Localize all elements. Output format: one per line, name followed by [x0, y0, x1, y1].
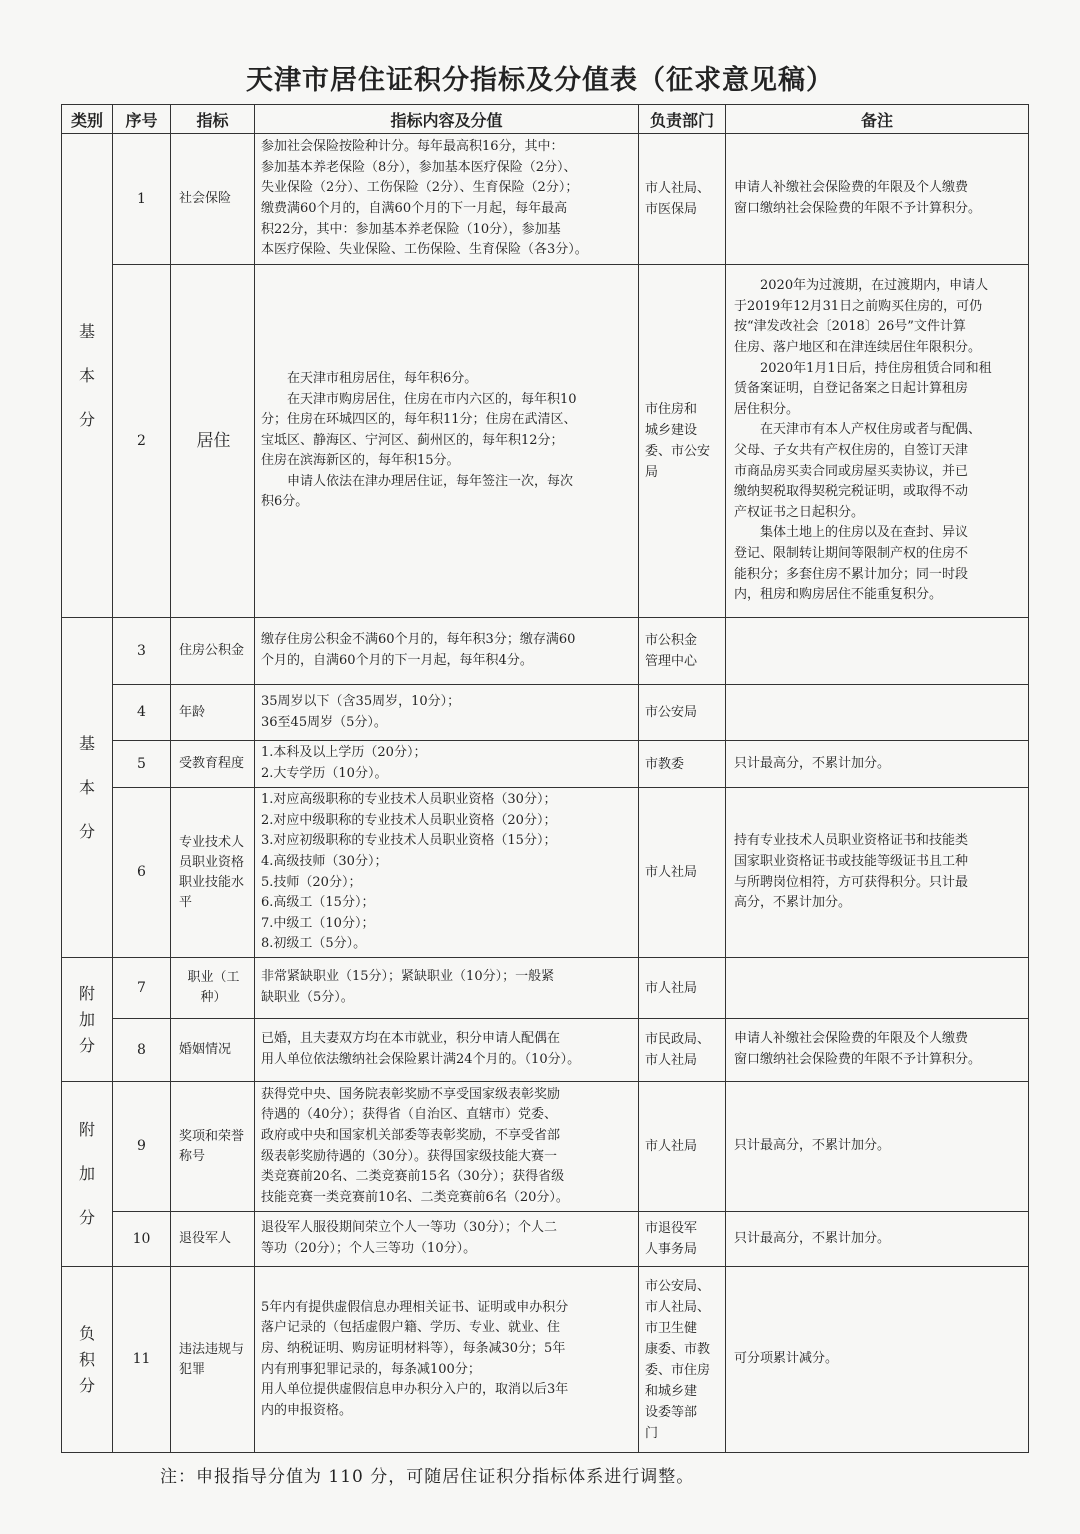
- table-row: [62, 1019, 1029, 1082]
- row-indicator: 受教育程度: [171, 741, 255, 788]
- row-index: 11: [113, 1267, 171, 1453]
- row-remark: 2020年为过渡期，在过渡期内，申请人 于2019年12月31日之前购买住房的，可仍 按“津发改社会〔2018〕26号”文件计算 住房、落户地区和在津连续居住年限积分。 2020年1月1日后，持住房租赁合同和租 赁备案证明，自登记备案之日起计算租房 居住积分。 在天津市有本人产权住房或者与配偶、 父母、子女共有产权住房的，自签订天津 市商品房买卖合同或房屋买卖协议，并已 缴纳契税取得契税完税证明，或取得不动 产权证书之日起积分。 集体土地上的住房以及在查封、异议 登记、限制转让期间等限制产权的住房不 能积分；多套住房不累计加分；同一时段 内，租房和购房居住不能重复积分。: [726, 265, 1029, 618]
- row-department: 市民政局、 市人社局: [639, 1019, 726, 1082]
- table-row: [62, 788, 1029, 958]
- row-indicator: 奖项和荣誉称号: [171, 1082, 255, 1212]
- row-content: 5年内有提供虚假信息办理相关证书、证明或申办积分 落户记录的（包括虚假户籍、学历、专业、就业、住 房、纳税证明、购房证明材料等），每条减30分；5年 内有刑事犯罪记录的，每条减100分； 用人单位提供虚假信息申办积分入户的，取消以后3年 内的申报资格。: [255, 1267, 639, 1453]
- row-content: 参加社会保险按险种计分。每年最高积16分，其中： 参加基本养老保险（8分），参加基本医疗保险（2分）、 失业保险（2分）、工伤保险（2分）、生育保险（2分）； 缴费满60个月的，自满60个月的下一月起，每年最高 积22分，其中：参加基本养老保险（10分），参加基 本医疗保险、失业保险、工伤保险、生育保险（各3分）。: [255, 134, 639, 265]
- row-remark: 申请人补缴社会保险费的年限及个人缴费 窗口缴纳社会保险费的年限不予计算积分。: [726, 1019, 1029, 1082]
- row-remark: 持有专业技术人员职业资格证书和技能类 国家职业资格证书或技能等级证书且工种 与所聘岗位相符，方可获得积分。只计最 高分，不累计加分。: [726, 788, 1029, 958]
- row-index: 5: [113, 741, 171, 788]
- row-department: 市人社局: [639, 788, 726, 958]
- row-index: 10: [113, 1212, 171, 1267]
- row-remark: 只计最高分，不累计加分。: [726, 1212, 1029, 1267]
- row-content: 获得党中央、国务院表彰奖励不享受国家级表彰奖励 待遇的（40分）；获得省（自治区、直辖市）党委、 政府或中央和国家机关部委等表彰奖励，不享受省部 级表彰奖励待遇的（30分）。获得国家级技能大赛一 类竞赛前20名、二类竞赛前15名（30分）；获得省级 技能竞赛一类竞赛前10名、二类竞赛前6名（20分）。: [255, 1082, 639, 1212]
- row-content: 缴存住房公积金不满60个月的，每年积3分；缴存满60 个月的，自满60个月的下一月起，每年积4分。: [255, 618, 639, 685]
- category-basic-2: 基 本 分: [62, 618, 113, 958]
- points-table: [61, 104, 1029, 1453]
- row-content: 在天津市租房居住，每年积6分。 在天津市购房居住，住房在市内六区的，每年积10 分；住房在环城四区的，每年积11分；住房在武清区、 宝坻区、静海区、宁河区、蓟州区的，每年积12分； 住房在滨海新区的，每年积15分。 申请人依法在津办理居住证，每年签注一次，每次 积6分。: [255, 265, 639, 618]
- row-department: 市住房和 城乡建设 委、市公安 局: [639, 265, 726, 618]
- header-row: [62, 105, 1029, 134]
- table-row: [62, 1082, 1029, 1212]
- row-department: 市人社局、 市医保局: [639, 134, 726, 265]
- row-department: 市退役军 人事务局: [639, 1212, 726, 1267]
- row-content: 1.本科及以上学历（20分）； 2.大专学历（10分）。: [255, 741, 639, 788]
- header-department: 负责部门: [639, 105, 726, 134]
- footnote: 注：申报指导分值为 110 分，可随居住证积分指标体系进行调整。: [160, 1467, 695, 1487]
- row-indicator: 住房公积金: [171, 618, 255, 685]
- row-index: 3: [113, 618, 171, 685]
- header-content: 指标内容及分值: [255, 105, 639, 134]
- category-basic-1: 基 本 分: [62, 134, 113, 618]
- row-indicator: 违法违规与犯罪: [171, 1267, 255, 1453]
- table-row: [62, 958, 1029, 1019]
- category-bonus-2: 附 加 分: [62, 1082, 113, 1267]
- table-row: [62, 1267, 1029, 1453]
- row-content: 1.对应高级职称的专业技术人员职业资格（30分）； 2.对应中级职称的专业技术人员职业资格（20分）； 3.对应初级职称的专业技术人员职业资格（15分）； 4.高级技师（30分）； 5.技师（20分）； 6.高级工（15分）； 7.中级工（10分）； 8.初级工（5分）。: [255, 788, 639, 958]
- row-department: 市公积金 管理中心: [639, 618, 726, 685]
- row-remark: 可分项累计减分。: [726, 1267, 1029, 1453]
- row-index: 2: [113, 265, 171, 618]
- row-index: 1: [113, 134, 171, 265]
- row-remark: 申请人补缴社会保险费的年限及个人缴费 窗口缴纳社会保险费的年限不予计算积分。: [726, 134, 1029, 265]
- table-row: [62, 618, 1029, 685]
- row-remark: 只计最高分，不累计加分。: [726, 741, 1029, 788]
- row-index: 9: [113, 1082, 171, 1212]
- row-remark: [726, 618, 1029, 685]
- row-indicator: 专业技术人员职业资格职业技能水平: [171, 788, 255, 958]
- row-indicator: 社会保险: [171, 134, 255, 265]
- table-row: [62, 134, 1029, 265]
- category-negative: 负 积 分: [62, 1267, 113, 1453]
- row-remark: [726, 958, 1029, 1019]
- row-index: 6: [113, 788, 171, 958]
- row-indicator: 居住: [171, 265, 255, 618]
- table-row: [62, 265, 1029, 618]
- row-department: 市人社局: [639, 958, 726, 1019]
- row-department: 市教委: [639, 741, 726, 788]
- row-index: 4: [113, 685, 171, 741]
- row-department: 市人社局: [639, 1082, 726, 1212]
- header-category: 类别: [62, 105, 113, 134]
- category-bonus-1: 附 加 分: [62, 958, 113, 1082]
- row-indicator: 职业（工种）: [171, 958, 255, 1019]
- row-content: 非常紧缺职业（15分）；紧缺职业（10分）；一般紧 缺职业（5分）。: [255, 958, 639, 1019]
- row-indicator: 年龄: [171, 685, 255, 741]
- table-row: [62, 741, 1029, 788]
- row-indicator: 退役军人: [171, 1212, 255, 1267]
- header-indicator: 指标: [171, 105, 255, 134]
- row-indicator: 婚姻情况: [171, 1019, 255, 1082]
- row-content: 退役军人服役期间荣立个人一等功（30分）；个人二 等功（20分）；个人三等功（10分）。: [255, 1212, 639, 1267]
- table-row: [62, 685, 1029, 741]
- row-content: 35周岁以下（含35周岁，10分）； 36至45周岁（5分）。: [255, 685, 639, 741]
- row-index: 7: [113, 958, 171, 1019]
- row-department: 市公安局、 市人社局、 市卫生健 康委、市教 委、市住房 和城乡建 设委等部 门: [639, 1267, 726, 1453]
- row-remark: [726, 685, 1029, 741]
- document-title: 天津市居住证积分指标及分值表（征求意见稿）: [246, 65, 834, 96]
- row-remark: 只计最高分，不累计加分。: [726, 1082, 1029, 1212]
- table-row: [62, 1212, 1029, 1267]
- row-content: 已婚，且夫妻双方均在本市就业，积分申请人配偶在 用人单位依法缴纳社会保险累计满24个月的。（10分）。: [255, 1019, 639, 1082]
- header-index: 序号: [113, 105, 171, 134]
- row-index: 8: [113, 1019, 171, 1082]
- header-remark: 备注: [726, 105, 1029, 134]
- row-department: 市公安局: [639, 685, 726, 741]
